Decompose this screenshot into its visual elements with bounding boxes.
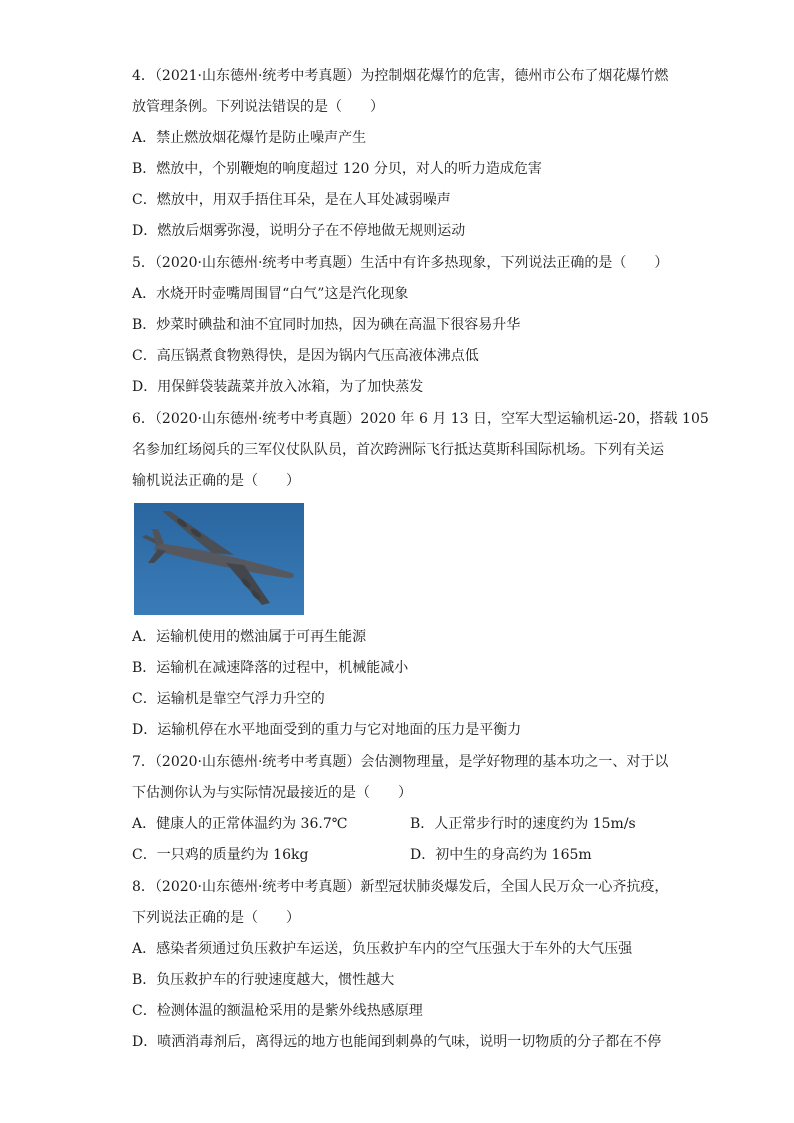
q8-option-d: D．喷洒消毒剂后，离得远的地方也能闻到刺鼻的气味，说明一切物质的分子都在不停 [132, 1034, 662, 1050]
q4-option-c: C．燃放中，用双手捂住耳朵，是在人耳处减弱噪声 [132, 192, 451, 208]
q5-option-b: B．炒菜时碘盐和油不宜同时加热，因为碘在高温下很容易升华 [132, 317, 521, 333]
q7-stem-line-1: 7．（2020·山东德州·统考中考真题）会估测物理量，是学好物理的基本功之一、对于以 [132, 754, 669, 770]
q7-option-b: B．人正常步行时的速度约为 15m/s [410, 816, 636, 832]
q5-option-d: D．用保鲜袋装蔬菜并放入冰箱，为了加快蒸发 [132, 379, 424, 395]
q4-option-d: D．燃放后烟雾弥漫，说明分子在不停地做无规则运动 [132, 223, 466, 239]
q6-option-c: C．运输机是靠空气浮力升空的 [132, 691, 325, 707]
q8-option-a: A．感染者须通过负压救护车运送，负压救护车内的空气压强大于车外的大气压强 [132, 941, 633, 957]
q4-stem-line-2: 放管理条例。下列说法错误的是（ ） [132, 99, 384, 115]
q5-option-a: A．水烧开时壶嘴周围冒“白气”这是汽化现象 [132, 286, 409, 302]
q8-stem-line-2: 下列说法正确的是（ ） [132, 910, 300, 926]
q6-option-d: D．运输机停在水平地面受到的重力与它对地面的压力是平衡力 [132, 722, 522, 738]
q6-option-b: B．运输机在减速降落的过程中，机械能减小 [132, 660, 409, 676]
q7-option-d: D．初中生的身高约为 165m [410, 847, 592, 863]
q6-stem-line-3: 输机说法正确的是（ ） [132, 473, 300, 489]
q7-option-c: C．一只鸡的质量约为 16kg [132, 847, 309, 863]
q7-option-a: A．健康人的正常体温约为 36.7℃ [132, 816, 348, 832]
q5-stem-line-1: 5．（2020·山东德州·统考中考真题）生活中有许多热现象，下列说法正确的是（ ） [132, 255, 669, 271]
transport-plane-icon [134, 503, 304, 615]
q6-stem-line-2: 名参加红场阅兵的三军仪仗队队员，首次跨洲际飞行抵达莫斯科国际机场。下列有关运 [132, 442, 664, 458]
q6-stem-line-1: 6．（2020·山东德州·统考中考真题）2020 年 6 月 13 日，空军大型运输机运-20，搭载 105 [132, 411, 709, 427]
q4-stem-line-1: 4．（2021·山东德州·统考中考真题）为控制烟花爆竹的危害，德州市公布了烟花爆竹燃 [132, 68, 669, 84]
q6-option-a: A．运输机使用的燃油属于可再生能源 [132, 629, 367, 645]
q7-stem-line-2: 下估测你认为与实际情况最接近的是（ ） [132, 785, 412, 801]
q8-stem-line-1: 8．（2020·山东德州·统考中考真题）新型冠状肺炎爆发后，全国人民万众一心齐抗疫， [132, 879, 669, 895]
q8-option-c: C．检测体温的额温枪采用的是紫外线热感原理 [132, 1003, 423, 1019]
transport-plane-photo [134, 503, 304, 615]
q8-option-b: B．负压救护车的行驶速度越大，惯性越大 [132, 972, 395, 988]
q4-option-b: B．燃放中，个别鞭炮的响度超过 120 分贝，对人的听力造成危害 [132, 161, 542, 177]
q4-option-a: A．禁止燃放烟花爆竹是防止噪声产生 [132, 130, 367, 146]
q5-option-c: C．高压锅煮食物熟得快，是因为锅内气压高液体沸点低 [132, 348, 479, 364]
